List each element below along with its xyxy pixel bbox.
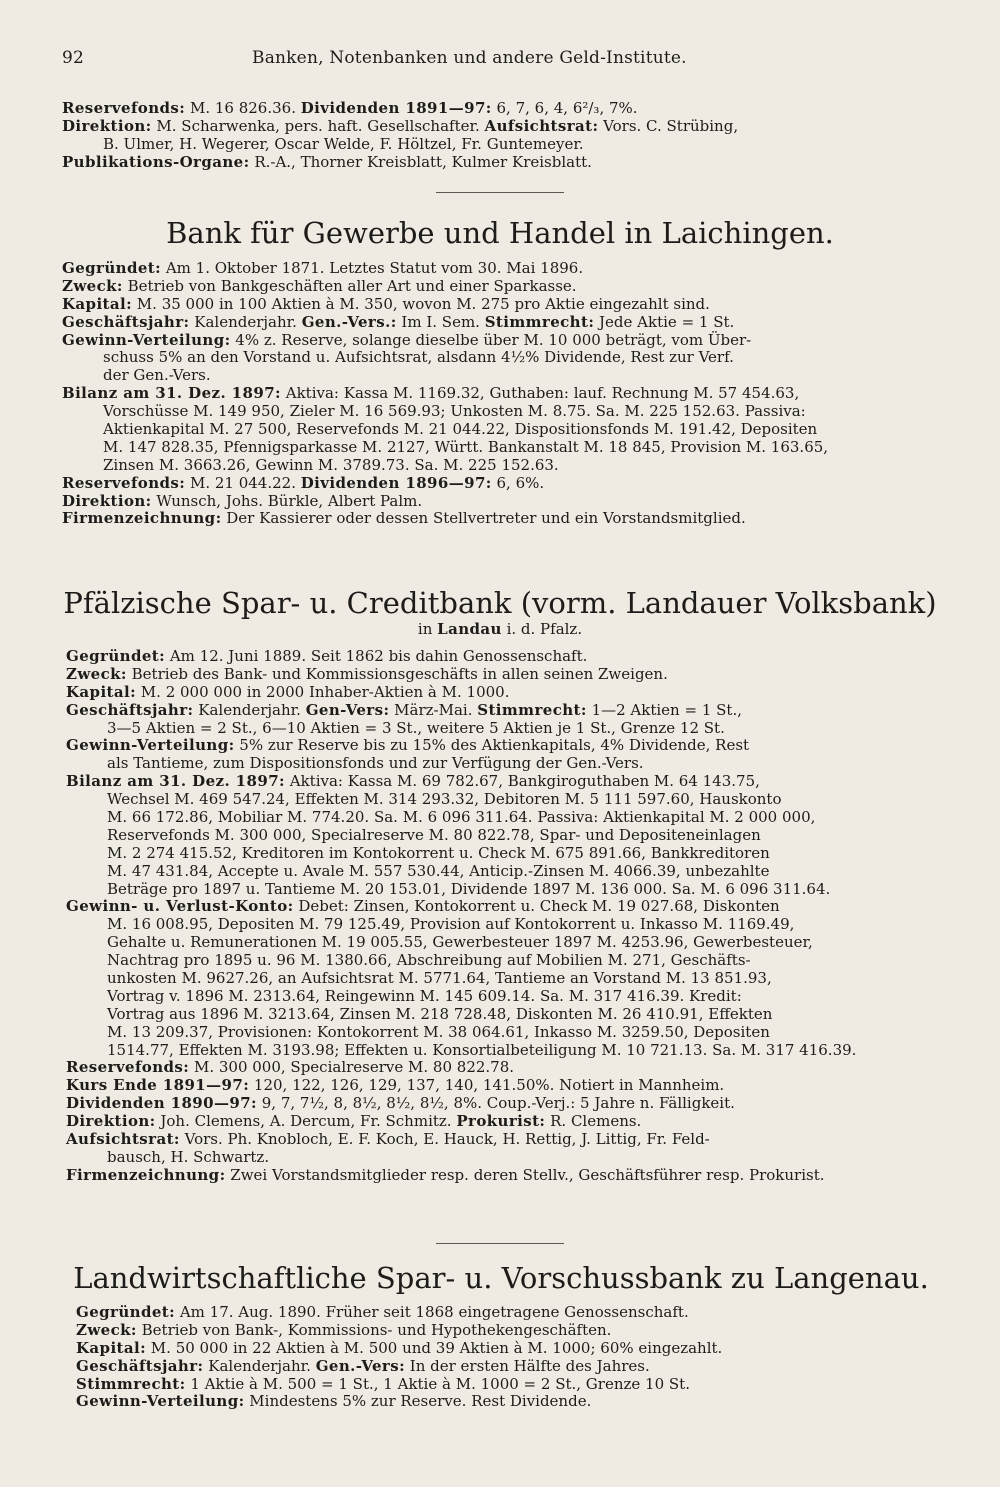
field-label: Gewinn-Verteilung: <box>76 1392 245 1411</box>
text-line: Vorschüsse M. 149 950, Zieler M. 16 569.93; Unkosten M. 8.75. Sa. M. 225 152.63. Passiva: <box>103 402 806 421</box>
field-text: M. 21 044.22. <box>185 473 301 492</box>
text-line: 1514.77, Effekten M. 3193.98; Effekten u. Konsortialbeteiligung M. 10 721.13. Sa. M. 317 416.39. <box>107 1040 857 1059</box>
text-line: der Gen.-Vers. <box>103 366 211 385</box>
field-text: Wunsch, Johs. Bürkle, Albert Palm. <box>151 491 423 510</box>
text-line: Vortrag aus 1896 M. 3213.64, Zinsen M. 218 728.48, Diskonten M. 26 410.91, Effekten <box>107 1004 773 1023</box>
landau-body <box>66 648 938 1185</box>
field-label: Gegründet: <box>76 1303 176 1321</box>
field-label: Stimmrecht: <box>76 1374 186 1393</box>
field-text: M. 35 000 in 100 Aktien à M. 350, wovon M. 275 pro Aktie eingezahlt sind. <box>132 294 710 313</box>
field-label: Reservefonds: <box>66 1058 190 1077</box>
field-label: Bilanz am 31. Dez. 1897: <box>62 384 281 403</box>
field-text: R.-A., Thorner Kreisblatt, Kulmer Kreisblatt. <box>249 152 592 171</box>
field-text: Am 1. Oktober 1871. Letztes Statut vom 30. Mai 1896. <box>161 259 584 277</box>
field-text: In der ersten Hälfte des Jahres. <box>405 1356 650 1375</box>
text-line: bausch, H. Schwartz. <box>107 1147 270 1166</box>
running-header <box>62 48 687 68</box>
field-text: Vors. C. Strübing, <box>598 116 739 135</box>
field-text: Im I. Sem. <box>396 312 485 331</box>
text-line: Wechsel M. 469 547.24, Effekten M. 314 293.32, Debitoren M. 5 111 597.60, Hauskonto <box>107 790 782 809</box>
laichingen-entry <box>62 216 938 250</box>
field-label: Publikations-Organe: <box>62 152 250 171</box>
subtitle-city: Landau <box>437 620 502 638</box>
field-label: Firmenzeichnung: <box>62 509 222 528</box>
field-label: Dividenden 1896—97: <box>300 473 492 492</box>
field-label: Direktion: <box>62 116 152 135</box>
field-text: Betrieb von Bankgeschäften aller Art und einer Sparkasse. <box>122 276 577 295</box>
field-label: Geschäftsjahr: <box>62 312 190 331</box>
field-text: 4% z. Reserve, solange dieselbe über M. 10 000 beträgt, vom Über- <box>230 330 752 349</box>
field-text: 6, 7, 6, 4, 6²/₃, 7%. <box>491 99 638 117</box>
text-line: M. 2 274 415.52, Kreditoren im Kontokorrent u. Check M. 675 891.66, Bankkreditoren <box>107 843 770 862</box>
field-text: Vors. Ph. Knobloch, E. F. Koch, E. Hauck, H. Rettig, J. Littig, Fr. Feld- <box>179 1130 710 1149</box>
field-label: Zweck: <box>62 276 123 295</box>
text-line: Zinsen M. 3663.26, Gewinn M. 3789.73. Sa. M. 225 152.63. <box>103 455 559 474</box>
field-label: Zweck: <box>76 1320 137 1339</box>
field-label: Gegründet: <box>62 259 162 277</box>
field-label: Gen.-Vers.: <box>301 312 397 331</box>
text-line: M. 13 209.37, Provisionen: Kontokorrent M. 38 064.61, Inkasso M. 3259.50, Depositen <box>107 1022 770 1041</box>
field-text: Joh. Clemens, A. Dercum, Fr. Schmitz. <box>155 1112 457 1131</box>
landau-entry <box>62 586 938 638</box>
field-label: Kapital: <box>62 294 133 313</box>
page-number: 92 <box>62 48 85 68</box>
text-line: als Tantieme, zum Dispositionsfonds und zur Verfügung der Gen.-Vers. <box>107 754 644 773</box>
field-text: Aktiva: Kassa M. 1169.32, Guthaben: lauf. Rechnung M. 57 454.63, <box>280 384 800 403</box>
text-line: Gehalte u. Remunerationen M. 19 005.55, Gewerbesteuer 1897 M. 4253.96, Gewerbesteuer, <box>107 933 813 952</box>
text-line: Vortrag v. 1896 M. 2313.64, Reingewinn M. 145 609.14. Sa. M. 317 416.39. Kredit: <box>107 986 742 1005</box>
subtitle-text: in <box>417 620 438 638</box>
text-line: Beträge pro 1897 u. Tantieme M. 20 153.01, Dividende 1897 M. 136 000. Sa. M. 6 096 311.64. <box>107 879 831 898</box>
field-text: 120, 122, 126, 129, 137, 140, 141.50%. Notiert in Mannheim. <box>249 1076 725 1095</box>
field-label: Gewinn-Verteilung: <box>62 330 231 349</box>
field-label: Geschäftsjahr: <box>76 1356 204 1375</box>
text-line: Nachtrag pro 1895 u. 96 M. 1380.66, Abschreibung auf Mobilien M. 271, Geschäfts- <box>107 951 751 970</box>
text-line: M. 147 828.35, Pfennigsparkasse M. 2127, Württ. Bankanstalt M. 18 845, Provision M. 163.65, <box>103 437 829 456</box>
field-text: M. 16 826.36. <box>185 99 301 117</box>
field-text: R. Clemens. <box>545 1112 642 1131</box>
previous-entry-section <box>62 100 938 172</box>
divider-rule <box>436 192 564 193</box>
field-label: Dividenden 1890—97: <box>66 1094 257 1113</box>
field-label: Stimmrecht: <box>477 700 587 719</box>
entry-title: Bank für Gewerbe und Handel in Laichingen. <box>166 216 834 250</box>
field-label: Aufsichtsrat: <box>66 1130 180 1149</box>
field-text: M. 50 000 in 22 Aktien à M. 500 und 39 Aktien à M. 1000; 60% eingezahlt. <box>146 1338 723 1357</box>
field-text: M. Scharwenka, pers. haft. Gesellschafter. <box>151 116 485 135</box>
field-text: Betrieb des Bank- und Kommissionsgeschäfts in allen seinen Zweigen. <box>126 664 668 683</box>
text-line: schuss 5% an den Vorstand u. Aufsichtsrat, alsdann 4½% Dividende, Rest zur Verf. <box>103 348 734 367</box>
field-label: Gewinn-Verteilung: <box>66 736 235 755</box>
field-text: 5% zur Reserve bis zu 15% des Aktienkapitals, 4% Dividende, Rest <box>234 736 750 755</box>
field-text: Debet: Zinsen, Kontokorrent u. Check M. 19 027.68, Diskonten <box>293 897 780 916</box>
field-label: Firmenzeichnung: <box>66 1165 226 1184</box>
field-label: Kurs Ende 1891—97: <box>66 1076 250 1095</box>
field-text: Kalenderjahr. <box>189 312 302 331</box>
text-line: Aktienkapital M. 27 500, Reservefonds M. 21 044.22, Dispositionsfonds M. 191.42, Depositen <box>103 420 818 439</box>
laichingen-body <box>62 260 938 528</box>
divider-rule <box>436 1243 564 1244</box>
text-line: unkosten M. 9627.26, an Aufsichtsrat M. 5771.64, Tantieme an Vorstand M. 13 851.93, <box>107 969 772 988</box>
field-label: Reservefonds: <box>62 99 186 117</box>
text-line: M. 66 172.86, Mobiliar M. 774.20. Sa. M. 6 096 311.64. Passiva: Aktienkapital M. 2 000 000, <box>107 808 816 827</box>
langenau-entry <box>64 1261 938 1295</box>
field-text: 1—2 Aktien = 1 St., <box>586 700 742 719</box>
field-label: Reservefonds: <box>62 473 186 492</box>
field-label: Stimmrecht: <box>484 312 595 331</box>
field-label: Dividenden 1891—97: <box>300 99 492 117</box>
field-label: Prokurist: <box>456 1112 546 1131</box>
field-label: Direktion: <box>62 491 152 510</box>
text-line: B. Ulmer, H. Wegerer, Oscar Welde, F. Höltzel, Fr. Guntemeyer. <box>103 134 584 153</box>
text-line: M. 16 008.95, Depositen M. 79 125.49, Provision auf Kontokorrent u. Inkasso M. 1169.49, <box>107 915 795 934</box>
field-label: Kapital: <box>76 1338 147 1357</box>
field-label: Zweck: <box>66 664 127 683</box>
field-text: Zwei Vorstandsmitglieder resp. deren Stellv., Geschäftsführer resp. Prokurist. <box>225 1165 825 1184</box>
field-label: Gen-Vers: <box>305 700 390 719</box>
field-label: Direktion: <box>66 1112 156 1131</box>
field-label: Kapital: <box>66 682 137 701</box>
field-text: Betrieb von Bank-, Kommissions- und Hypothekengeschäften. <box>136 1320 612 1339</box>
field-text: Jede Aktie = 1 St. <box>594 312 735 331</box>
entry-subtitle <box>62 620 938 638</box>
field-text: M. 300 000, Specialreserve M. 80 822.78. <box>189 1058 515 1077</box>
subtitle-text: i. d. Pfalz. <box>501 620 583 638</box>
field-text: Kalenderjahr. <box>203 1356 316 1375</box>
field-text: März-Mai. <box>389 700 478 719</box>
field-text: 1 Aktie à M. 500 = 1 St., 1 Aktie à M. 1000 = 2 St., Grenze 10 St. <box>185 1374 690 1393</box>
field-label: Gewinn- u. Verlust-Konto: <box>66 897 294 916</box>
langenau-body <box>76 1304 938 1411</box>
field-text: Mindestens 5% zur Reserve. Rest Dividende. <box>244 1392 592 1411</box>
field-label: Aufsichtsrat: <box>484 116 599 135</box>
field-text: 9, 7, 7½, 8, 8½, 8½, 8½, 8%. Coup.-Verj.: 5 Jahre n. Fälligkeit. <box>256 1094 735 1113</box>
text-line: 3—5 Aktien = 2 St., 6—10 Aktien = 3 St., weitere 5 Aktien je 1 St., Grenze 12 St. <box>107 718 725 737</box>
entry-title: Landwirtschaftliche Spar- u. Vorschussbank zu Langenau. <box>73 1261 929 1295</box>
field-text: Aktiva: Kassa M. 69 782.67, Bankgiroguthaben M. 64 143.75, <box>284 772 760 791</box>
field-label: Gen.-Vers: <box>315 1356 406 1375</box>
field-label: Gegründet: <box>66 647 166 665</box>
entry-title: Pfälzische Spar- u. Creditbank (vorm. Landauer Volksbank) <box>63 586 937 620</box>
field-label: Bilanz am 31. Dez. 1897: <box>66 772 285 791</box>
field-text: Kalenderjahr. <box>193 700 306 719</box>
field-text: Am 17. Aug. 1890. Früher seit 1868 eingetragene Genossenschaft. <box>175 1303 689 1321</box>
field-text: Der Kassierer oder dessen Stellvertreter und ein Vorstandsmitglied. <box>221 509 746 528</box>
text-line: M. 47 431.84, Accepte u. Avale M. 557 530.44, Anticip.-Zinsen M. 4066.39, unbezahlte <box>107 861 770 880</box>
field-text: M. 2 000 000 in 2000 Inhaber-Aktien à M. 1000. <box>136 682 510 701</box>
header-title: Banken, Notenbanken und andere Geld-Institute. <box>252 48 687 68</box>
field-label: Geschäftsjahr: <box>66 700 194 719</box>
field-text: Am 12. Juni 1889. Seit 1862 bis dahin Genossenschaft. <box>165 647 588 665</box>
text-line: Reservefonds M. 300 000, Specialreserve M. 80 822.78, Spar- und Depositeneinlagen <box>107 825 761 844</box>
field-text: 6, 6%. <box>491 473 545 492</box>
